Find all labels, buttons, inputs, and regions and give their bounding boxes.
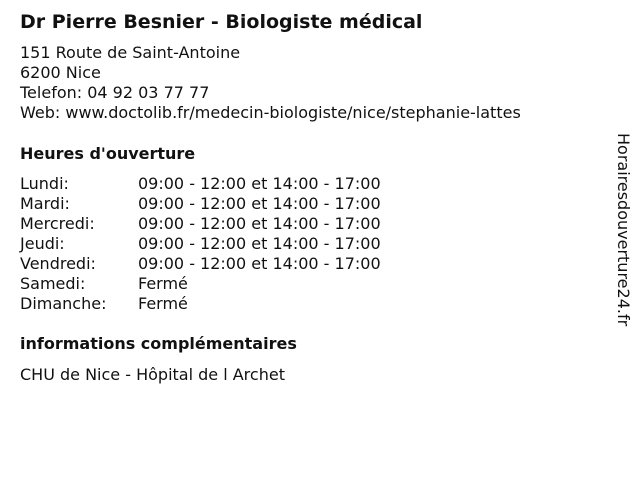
time-value: 09:00 - 12:00 et 14:00 - 17:00 <box>138 234 381 253</box>
time-value: 09:00 - 12:00 et 14:00 - 17:00 <box>138 194 381 213</box>
day-label: Samedi: <box>20 274 86 293</box>
hours-row-vendredi <box>20 254 600 274</box>
hours-row-jeudi <box>20 234 600 254</box>
time-value: Fermé <box>138 294 188 313</box>
day-label: Vendredi: <box>20 254 96 273</box>
opening-hours-heading: Heures d'ouverture <box>20 144 196 163</box>
time-value: 09:00 - 12:00 et 14:00 - 17:00 <box>138 254 381 273</box>
day-label: Jeudi: <box>20 234 65 253</box>
hours-row-samedi <box>20 274 600 294</box>
address-block <box>20 43 600 123</box>
site-watermark: Horairesdouverture24.fr <box>614 133 633 327</box>
hours-row-mercredi <box>20 214 600 234</box>
phone-number: Telefon: 04 92 03 77 77 <box>20 83 210 102</box>
hours-row-lundi <box>20 174 600 194</box>
street-address: 151 Route de Saint-Antoine <box>20 43 241 62</box>
website-link[interactable]: Web: www.doctolib.fr/medecin-biologiste/nice/stephanie-lattes <box>20 103 521 122</box>
page-title: Dr Pierre Besnier - Biologiste médical <box>20 11 423 33</box>
additional-info-text: CHU de Nice - Hôpital de l Archet <box>20 365 285 384</box>
additional-info-heading: informations complémentaires <box>20 334 297 353</box>
day-label: Mardi: <box>20 194 70 213</box>
day-label: Lundi: <box>20 174 69 193</box>
hours-row-dimanche <box>20 294 600 314</box>
business-card <box>20 9 600 385</box>
opening-hours-table <box>20 174 600 314</box>
hours-row-mardi <box>20 194 600 214</box>
day-label: Dimanche: <box>20 294 107 313</box>
city-address: 6200 Nice <box>20 63 101 82</box>
day-label: Mercredi: <box>20 214 95 233</box>
time-value: Fermé <box>138 274 188 293</box>
time-value: 09:00 - 12:00 et 14:00 - 17:00 <box>138 214 381 233</box>
time-value: 09:00 - 12:00 et 14:00 - 17:00 <box>138 174 381 193</box>
